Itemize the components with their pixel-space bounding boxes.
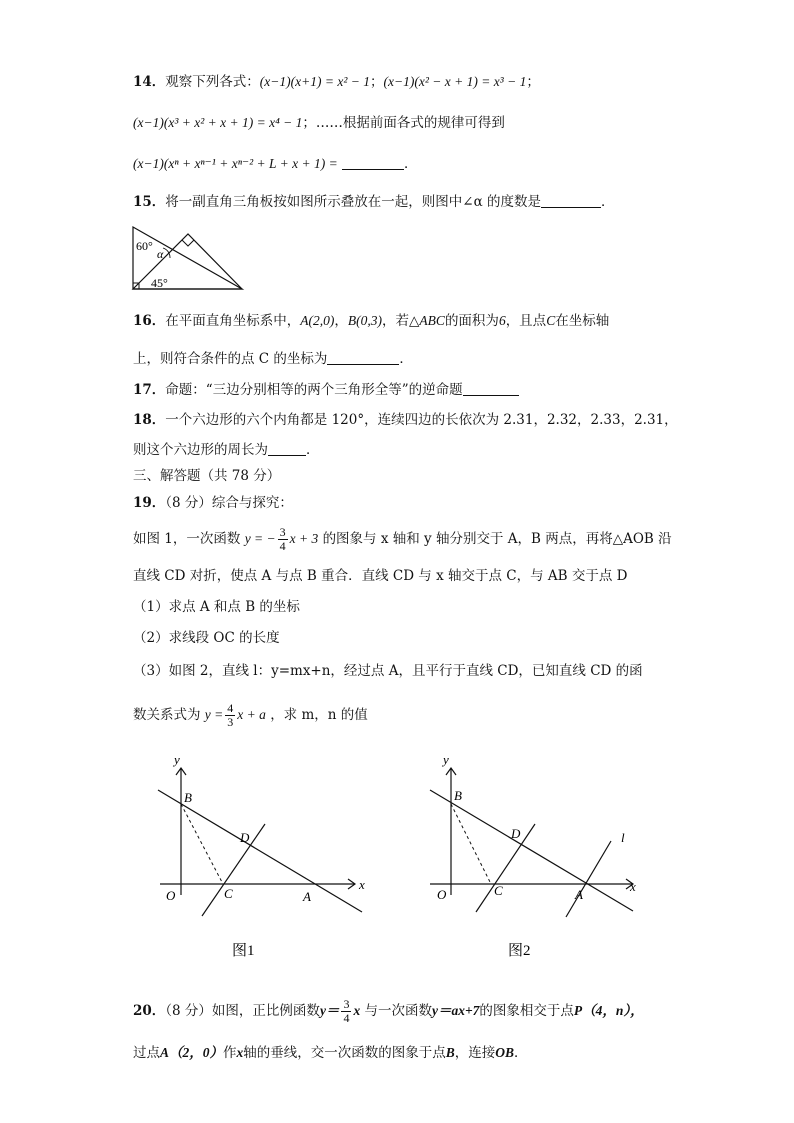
q16-line1: 16．在平面直角坐标系中，A(2,0)，B(0,3)，若△ABC的面积为6，且点C在坐标轴 (133, 313, 610, 329)
q20-line1 (133, 998, 644, 1025)
q14-line3: (x−1)(xⁿ + xⁿ⁻¹ + xⁿ⁻² + L + x + 1) = ． (133, 156, 418, 172)
q19-p1-b: 的图象与 x 轴和 y 轴分别交于 A，B 两点，再将△AOB 沿 (322, 531, 672, 547)
q19-cd-rhs: x + a (237, 707, 266, 722)
fig2-line-ab (430, 790, 633, 911)
fig2-label-o: O (437, 887, 447, 902)
q18-number: 18． (133, 412, 166, 428)
q15-label-alpha: α (157, 247, 164, 261)
fig2-line-cd (476, 824, 535, 912)
q19-p1 (133, 526, 672, 553)
q20-text-h: ． (514, 1045, 528, 1061)
q20-line2 (133, 1043, 528, 1063)
q14-eq2: (x−1)(x² − x + 1) = x³ − 1 (383, 74, 527, 89)
fig1-label-c: C (224, 886, 233, 901)
q14-eq1: (x−1)(x+1) = x² − 1 (259, 74, 370, 89)
q19-func-fraction (278, 526, 288, 553)
q14-rule: ；……根据前面各式的规律可得到 (302, 115, 505, 131)
q20-y1: y＝ (319, 1003, 340, 1018)
q16-text-line2: 上，则符合条件的点 C 的坐标为 (133, 351, 328, 367)
fig2-label-c: C (494, 883, 503, 898)
q15-number: 15． (133, 194, 166, 210)
q16-text-e: 在坐标轴 (555, 313, 610, 329)
q19-sub3-text-b: ，求 m，n 的值 (270, 707, 368, 723)
q17-text: 命题：“三边分别相等的两个三角形全等”的逆命题 (165, 382, 463, 398)
q20-text-e: 作 (223, 1045, 237, 1061)
q14-answer-blank[interactable] (342, 155, 404, 170)
q19-sub2: （2）求线段 OC 的长度 (133, 630, 280, 646)
q20-text-b: 与一次函数 (364, 1003, 432, 1019)
q20-fraction (341, 998, 351, 1025)
q14-eq4: (x−1)(xⁿ + xⁿ⁻¹ + xⁿ⁻² + L + x + 1) = (133, 156, 338, 171)
fig2-caption: 图2 (508, 943, 531, 959)
q16-text-b: ，若 (382, 313, 410, 329)
fig1-line-cd (202, 824, 265, 916)
q15-label-60: 60° (136, 239, 153, 253)
q16-point-a: A(2,0) (300, 313, 335, 328)
q16-line2: 上，则符合条件的点 C 的坐标为 ． (133, 351, 413, 367)
q17-answer-blank[interactable] (463, 381, 519, 396)
q20-text-a: （8 分）如图，正比例函数 (165, 1003, 320, 1019)
q20-frac-den: 4 (343, 1011, 350, 1025)
q20-point-b: B (445, 1045, 455, 1060)
q19-head (133, 493, 293, 513)
fig1-label-y: y (174, 752, 180, 767)
q15-label-45: 45° (151, 276, 168, 290)
q16-text-d: ，且点 (505, 313, 547, 329)
q18-line1 (133, 410, 678, 430)
fig2-label-d: D (511, 826, 521, 841)
fig1-label-x: x (359, 877, 365, 892)
q14-line1 (133, 72, 540, 92)
section-3-heading: 三、解答题（共 78 分） (133, 468, 281, 484)
fig2-label-x: x (630, 879, 636, 894)
q19-p2: 直线 CD 对折，使点 A 与点 B 重合．直线 CD 与 x 轴交于点 C，与 AB 交于点 D (133, 568, 628, 584)
q14-sep1: ； (370, 74, 384, 90)
q19-cd-fraction (225, 702, 235, 729)
q15-triangle-figure (130, 222, 245, 292)
q19-sub1: （1）求点 A 和点 B 的坐标 (133, 599, 300, 615)
fig2-label-b: B (454, 788, 462, 803)
q19-figure-1 (150, 752, 370, 975)
q19-cd-num: 4 (227, 701, 234, 715)
q15-line: 15．将一副直角三角板按如图所示叠放在一起，则图中∠α 的度数是 ． (133, 194, 615, 210)
q20-point-a: A（2，0） (160, 1045, 224, 1060)
q15-text: 将一副直角三角板按如图所示叠放在一起，则图中∠α 的度数是 (165, 194, 542, 210)
q18-answer-blank[interactable] (268, 441, 306, 456)
fig2-label-l: l (621, 830, 625, 845)
q16-text-a: 在平面直角坐标系中， (165, 313, 301, 329)
q14-intro: 观察下列各式： (165, 74, 260, 90)
fig1-line-ab (158, 790, 362, 912)
q20-text-g: ，连接 (454, 1045, 496, 1061)
q19-number: 19． (133, 495, 166, 511)
fig1-label-o: O (166, 888, 176, 903)
q20-text-f: 轴的垂线，交一次函数的图象于点 (243, 1045, 446, 1061)
q14-sep2: ； (526, 74, 540, 90)
q20-segment-ob: OB (495, 1045, 515, 1060)
q20-frac-num: 3 (343, 997, 350, 1011)
fig1-label-d: D (240, 830, 250, 845)
q19-p1-a: 如图 1，一次函数 (133, 531, 241, 547)
q19-func-den: 4 (279, 539, 286, 553)
q19-sub3-text-a: 数关系式为 (133, 707, 201, 723)
q19-func-rhs: x + 3 (289, 531, 319, 546)
q14-line2 (133, 113, 505, 133)
q20-number: 20． (133, 1003, 166, 1019)
q16-point-b: B(0,3) (347, 313, 383, 328)
fig1-label-a: A (303, 889, 311, 904)
q20-x-axis-var: x (236, 1045, 244, 1060)
q20-point-p: P（4，n）， (573, 1003, 644, 1018)
q16-triangle: △ABC (409, 313, 445, 328)
q16-answer-blank[interactable] (327, 350, 399, 365)
q19-cd-den: 3 (227, 715, 234, 729)
q17-number: 17． (133, 382, 166, 398)
fig1-caption: 图1 (232, 943, 255, 959)
fig1-label-b: B (184, 790, 192, 805)
q18-text-line1: 一个六边形的六个内角都是 120°，连续四边的长依次为 2.31，2.32，2.33，2.31， (165, 412, 678, 428)
q16-text-c: 的面积为 (444, 313, 499, 329)
q19-func-lhs: y = − (244, 531, 276, 546)
q16-number: 16． (133, 313, 166, 329)
q19-sub3-cont (133, 702, 368, 729)
q20-text-d: 过点 (133, 1045, 160, 1061)
q18-text-line2: 则这个六边形的周长为 (133, 442, 268, 458)
q14-number: 14． (133, 74, 166, 90)
q19-cd-lhs: y = (204, 707, 224, 722)
fig2-label-y: y (443, 752, 449, 767)
q19-sub3: （3）如图 2，直线 l：y=mx+n，经过点 A，且平行于直线 CD，已知直线 CD 的函 (133, 663, 643, 679)
q19-head-text: （8 分）综合与探究： (165, 495, 293, 511)
q18-line2: 则这个六边形的周长为 ． (133, 442, 320, 458)
q16-area: 6 (498, 313, 506, 328)
q16-point-c: C (546, 313, 556, 328)
q15-alpha-arc (163, 248, 170, 258)
q15-right-angle-mark-top (182, 240, 194, 246)
fig2-line-l (566, 841, 611, 917)
q19-figure-2 (423, 752, 653, 975)
q20-x1: x (353, 1003, 361, 1018)
q14-eq3: (x−1)(x³ + x² + x + 1) = x⁴ − 1 (133, 115, 303, 130)
q15-triangle-60 (133, 227, 242, 289)
q20-y2: y＝ax+7 (431, 1003, 480, 1018)
q19-func-num: 3 (279, 525, 286, 539)
fig2-segment-bc (451, 804, 491, 884)
q20-text-c: 的图象相交于点 (479, 1003, 574, 1019)
q15-answer-blank[interactable] (541, 193, 601, 208)
q17-line (133, 380, 519, 400)
fig2-label-a: A (575, 887, 583, 902)
